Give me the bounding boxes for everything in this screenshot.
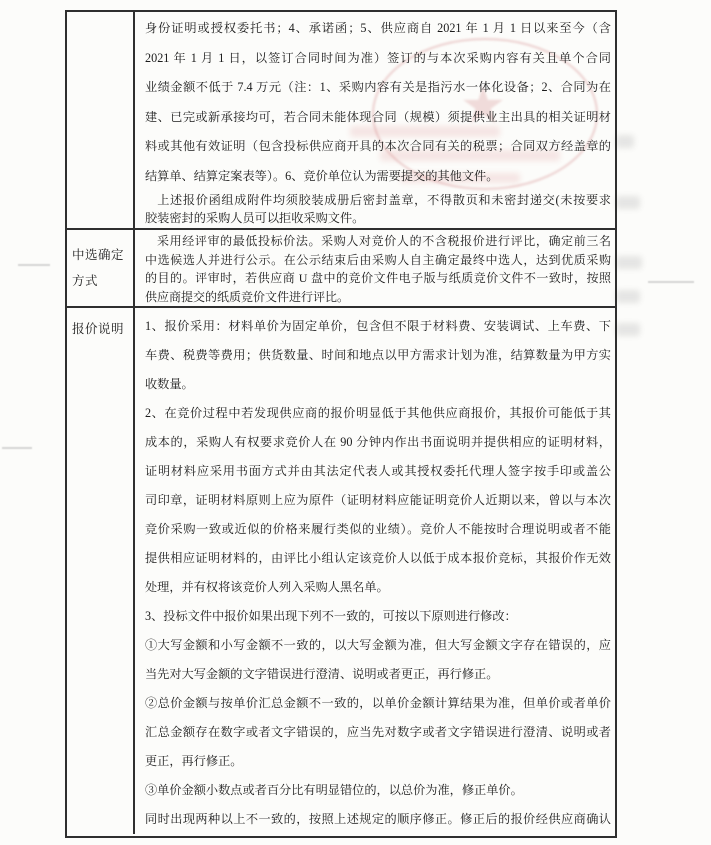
bleed-smudge: [616, 135, 634, 148]
text-line: 2、在竞价过程中若发现供应商的报价明显低于其他供应商报价，其报价可能低于其: [145, 406, 611, 420]
scan-dash-mark: [648, 281, 694, 283]
text-line: 胶装密封的采购人员可以拒收采购文件。: [145, 211, 365, 225]
text-line: 建、已完或新承接均可，若合同未能体现合同（规模）须提供业主出具的相关证明材: [145, 109, 611, 124]
text-line: 采用经评审的最低投标价法。采购人对竞价人的不含税报价进行评比，确定前三名: [157, 234, 611, 248]
text-line: 中选候选人并进行公示。在公示结束后由采购人自主确定最终中选人，达到优质采购: [145, 252, 611, 267]
selection-method-content: [135, 230, 615, 306]
bleed-smudge: [616, 290, 640, 303]
text-line: 身份证明或授权委托书；4、承诺函；5、供应商自 2021 年 1 月 1 日以来至今（含: [145, 21, 611, 35]
text-line: 更正，再行修正。: [145, 754, 243, 768]
text-line: 成本的，采购人有权要求竞价人在 90 分钟内作出书面说明并提供相应的证明材料，: [145, 435, 611, 449]
text-line: 提供相应证明材料的，由评比小组认定该竞价人以低于成本报价竞标，其报价作无效: [145, 551, 611, 565]
paragraph: [145, 14, 611, 191]
bleed-smudge: [616, 256, 642, 269]
text-line: 汇总金额存在数字或者文字错误的，应当先对数字或者文字错误进行澄清、说明或者: [145, 725, 611, 739]
paragraph: [145, 191, 611, 227]
text-line: 料或其他有效证明（包含投标供应商开具的本次合同有关的税票；合同双方经盖章的: [145, 139, 611, 153]
table-row-continuation: [67, 12, 615, 228]
table-row-quote-notes: [67, 306, 615, 834]
text-line: 供应商提交的纸质竞价文件进行评比。: [145, 289, 350, 304]
text-line: 3、投标文件中报价如果出现下列不一致的，可按以下原则进行修改：: [145, 609, 517, 623]
text-line: 上述报价函组成附件均须胶装成册后密封盖章，不得散页和未密封递交(未按要求: [157, 193, 611, 207]
row-label-empty: [67, 12, 135, 228]
text-line: 司印章，证明材料原则上应为原件（证明材料应能证明竞价人近期以来，曾以与本次: [145, 493, 611, 507]
row-label-quote-notes: 报价说明: [67, 308, 135, 834]
quote-notes-content: [135, 308, 615, 834]
text-line: ③单价金额小数点或者百分比有明显错位的，以总价为准，修正单价。: [145, 783, 523, 797]
continuation-content: [135, 12, 615, 228]
scan-dash-mark: [2, 447, 32, 449]
text-line: 证明材料应采用书面方式并由其法定代表人或其授权委托代理人签字按手印或盖公: [145, 464, 611, 478]
star-icon: ★: [459, 78, 507, 135]
bleed-smudge: [616, 323, 640, 336]
text-line: 2021 年 1 月 1 日，以签订合同时间为准）签订的与本次采购内容有关且单个合同: [145, 50, 611, 65]
text-line: 业绩金额不低于 7.4 万元（注：1、采购内容有关是指污水一体化设备；2、合同为在: [145, 80, 611, 94]
text-line: 处理，并有权将该竞价人列入采购人黑名单。: [145, 580, 389, 594]
text-line: 收数量。: [145, 377, 194, 391]
text-line: 车费、税费等费用；供货数量、时间和地点以甲方需求计划为准，结算数量为甲方实: [145, 348, 611, 362]
document-table: [65, 10, 617, 838]
text-line: 的目的。评审时，若供应商 U 盘中的竞价文件电子版与纸质竞价文件不一致时，按照: [145, 271, 611, 285]
table-row-selection-method: [67, 228, 615, 306]
text-line: ②总价金额与按单价汇总金额不一致的，以单价金额计算结果为准，但单价或者单价: [145, 696, 611, 710]
text-line: 结算单、结算定案表等）。6、竞价单位认为需要提交的其他文件。: [145, 168, 499, 183]
row-label-selection-method: 中选确定方式: [67, 230, 135, 306]
text-line: 1、报价采用：材料单价为固定单价，包含但不限于材料费、安装调试、上车费、下: [145, 319, 611, 333]
text-line: ①大写金额和小写金额不一致的，以大写金额为准，但大写金额文字存在错误的，应: [145, 638, 611, 652]
bleed-smudge: [616, 196, 640, 209]
text-line: 同时出现两种以上不一致的，按照上述规定的顺序修正。修正后的报价经供应商确认: [145, 812, 611, 826]
scan-dash-mark: [18, 264, 50, 266]
text-line: 当先对大写金额的文字错误进行澄清、说明或者更正，再行修正。: [145, 667, 499, 681]
text-line: 竞价采购一致或近似的价格来履行类似的业绩）。竞价人不能按时合理说明或者不能: [145, 522, 611, 536]
